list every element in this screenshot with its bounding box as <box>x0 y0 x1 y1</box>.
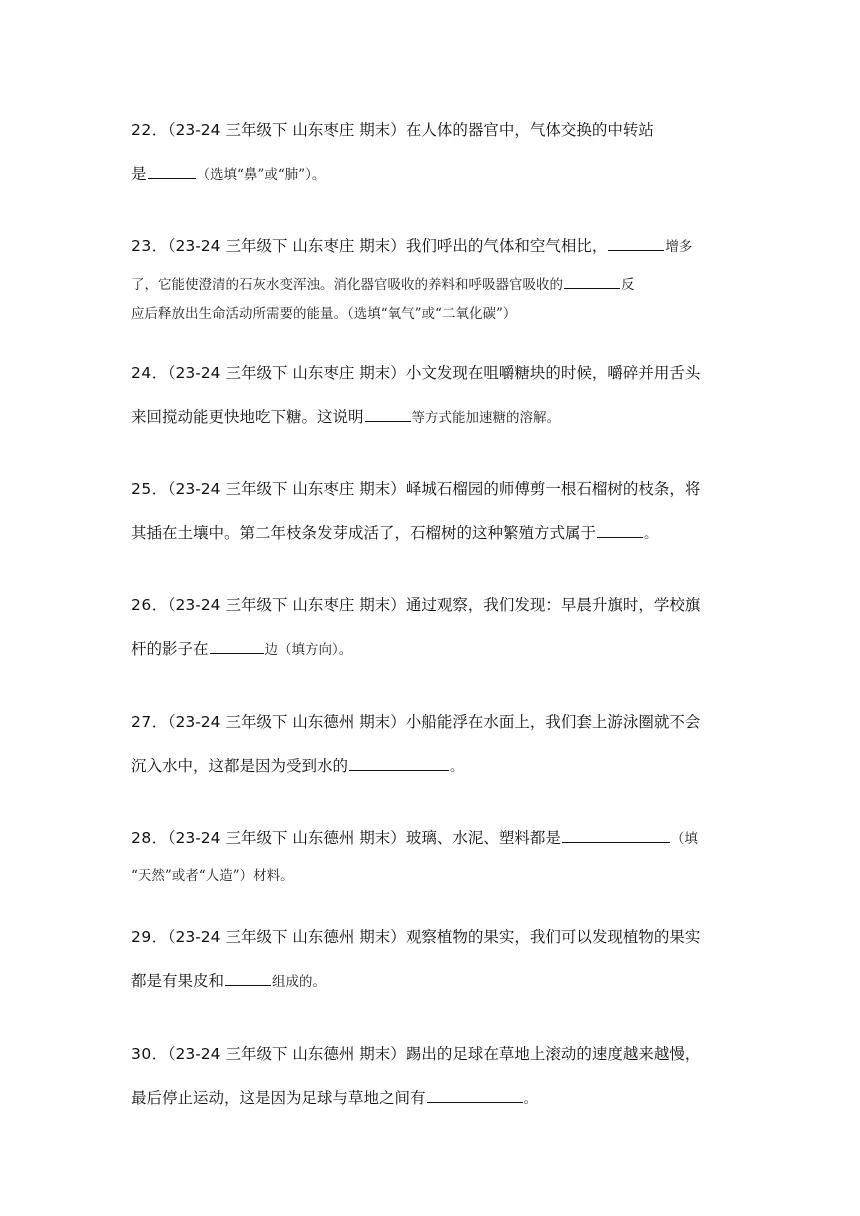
question-text: 通过观察，我们发现：早晨升旗时，学校旗 <box>405 596 701 614</box>
question-text: 最后停止运动，这是因为足球与草地之间有 <box>131 1089 426 1107</box>
answer-blank[interactable] <box>562 841 670 843</box>
question-text: 其插在土壤中。第二年枝条发芽成活了，石榴树的这种繁殖方式属于 <box>131 524 597 542</box>
question-text: 了，它能使澄清的石灰水变浑浊。消化器官吸收的养料和呼吸器官吸收的 <box>131 277 563 293</box>
question-number: 28． <box>131 829 168 847</box>
question-text: 是 <box>131 165 147 183</box>
answer-blank[interactable] <box>427 1101 523 1103</box>
question-line <box>131 710 700 732</box>
question-text: 在人体的器官中，气体交换的中转站 <box>405 121 654 139</box>
answer-blank[interactable] <box>349 769 449 771</box>
question-text: 组成的。 <box>272 974 327 990</box>
question-source: （23-24 三年级下 山东德州 期末） <box>167 1045 406 1063</box>
question-line <box>131 273 635 293</box>
question-line <box>131 969 326 991</box>
question-text: “天然”或者“人造”）材料。 <box>131 868 294 884</box>
question-number: 26． <box>131 596 168 614</box>
question-text: 。 <box>644 526 658 542</box>
question-text: 峄城石榴园的师傅剪一根石榴树的枝条，将 <box>405 480 701 498</box>
answer-blank[interactable] <box>564 287 620 289</box>
question-source: （23-24 三年级下 山东枣庄 期末） <box>167 121 406 139</box>
answer-blank[interactable] <box>148 177 196 179</box>
question-line <box>131 521 658 543</box>
question-text: （填 <box>670 831 698 847</box>
question-number: 27． <box>131 713 168 731</box>
question-text: 应后释放出生命活动所需要的能量。（选填“氧气”或“二氧化碳”） <box>131 306 517 322</box>
question-number: 30． <box>131 1045 168 1063</box>
question-text: 踢出的足球在草地上滚动的速度越来越慢， <box>405 1045 701 1063</box>
question-line <box>131 477 700 499</box>
question-text: 。 <box>450 759 464 775</box>
question-source: （23-24 三年级下 山东枣庄 期末） <box>167 364 406 382</box>
question-text: 来回搅动能更快地吃下糖。这说明 <box>131 408 364 426</box>
question-text: 。 <box>523 1091 538 1107</box>
answer-blank[interactable] <box>210 652 264 654</box>
answer-blank[interactable] <box>608 249 664 251</box>
question-line <box>131 302 516 322</box>
answer-blank[interactable] <box>597 536 643 538</box>
question-text: 玻璃、水泥、塑料都是 <box>405 829 561 847</box>
question-text: 边（填方向）。 <box>264 642 353 658</box>
question-text: 反 <box>621 277 635 293</box>
question-number: 24． <box>131 364 168 382</box>
question-line <box>131 1042 700 1064</box>
question-source: （23-24 三年级下 山东枣庄 期末） <box>167 237 406 255</box>
question-text: 小船能浮在水面上，我们套上游泳圈就不会 <box>405 713 701 731</box>
question-text: 杆的影子在 <box>131 640 209 658</box>
question-line <box>131 754 464 776</box>
question-line <box>131 637 352 659</box>
question-number: 25． <box>131 480 168 498</box>
question-line <box>131 405 560 427</box>
question-text: 观察植物的果实，我们可以发现植物的果实 <box>405 928 701 946</box>
question-line <box>131 593 700 615</box>
question-source: （23-24 三年级下 山东德州 期末） <box>167 829 406 847</box>
answer-blank[interactable] <box>365 420 411 422</box>
question-line <box>131 826 698 848</box>
question-text: 小文发现在咀嚼糖块的时候，嚼碎并用舌头 <box>405 364 701 382</box>
question-number: 22． <box>131 121 168 139</box>
question-text: 沉入水中，这都是因为受到水的 <box>131 757 349 775</box>
question-source: （23-24 三年级下 山东德州 期末） <box>167 928 406 946</box>
question-text: 增多 <box>665 239 693 255</box>
question-source: （23-24 三年级下 山东枣庄 期末） <box>167 596 406 614</box>
question-line <box>131 361 700 383</box>
question-text: （选填“鼻”或“肺”）。 <box>196 167 326 183</box>
question-line <box>131 234 692 256</box>
question-source: （23-24 三年级下 山东德州 期末） <box>167 713 406 731</box>
answer-blank[interactable] <box>225 984 271 986</box>
question-line <box>131 118 654 140</box>
question-line <box>131 162 325 184</box>
question-line <box>131 1086 537 1108</box>
question-source: （23-24 三年级下 山东枣庄 期末） <box>167 480 406 498</box>
question-text: 等方式能加速糖的溶解。 <box>411 410 561 426</box>
question-number: 29． <box>131 928 168 946</box>
question-line <box>131 925 700 947</box>
question-line <box>131 864 294 884</box>
question-text: 都是有果皮和 <box>131 972 225 990</box>
question-number: 23． <box>131 237 168 255</box>
question-text: 我们呼出的气体和空气相比， <box>405 237 608 255</box>
